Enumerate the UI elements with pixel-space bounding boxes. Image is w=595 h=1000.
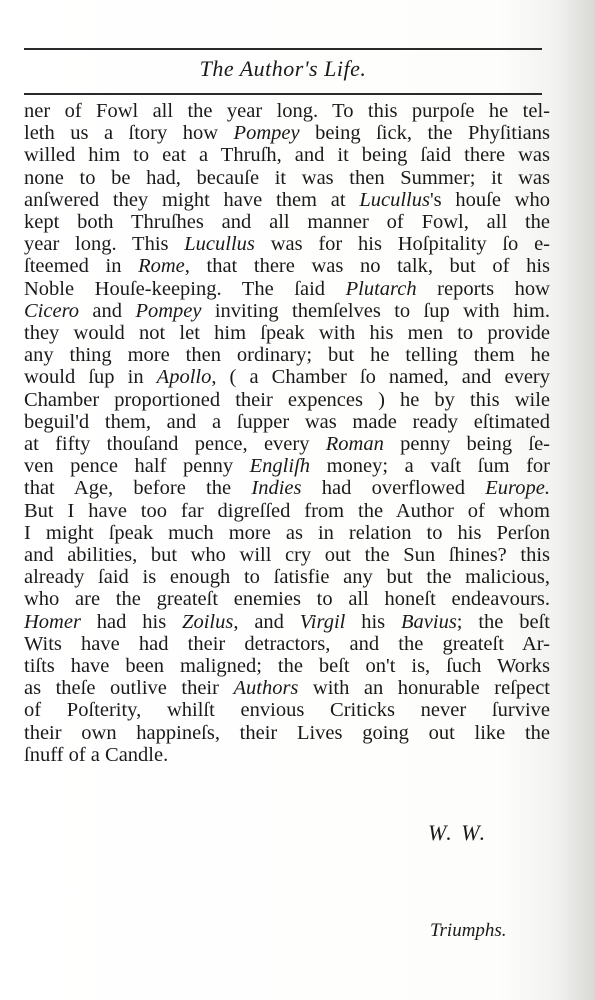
italic-run: Lucullus [184, 233, 255, 256]
italic-run: Authors [233, 677, 299, 700]
text-run: , ( a Chamber ſo named, and every [211, 366, 550, 389]
italic-run: Homer [24, 610, 81, 633]
text-run: their own happineſs, their Lives going out like the [24, 721, 550, 744]
text-run: and [79, 299, 136, 322]
text-run: his [345, 610, 401, 633]
body-text [24, 100, 550, 766]
text-line [24, 588, 550, 610]
text-line [24, 167, 550, 189]
text-line [24, 211, 550, 233]
italic-run: Lucullus [359, 188, 430, 211]
text-run: But I have too far digreſſed from the Author of whom [24, 499, 550, 522]
text-run: ner of Fowl all the year long. To this purpoſe he tel- [24, 100, 550, 122]
italic-run: Indies [251, 477, 302, 500]
text-line [24, 189, 550, 211]
text-run: of Poſterity, whilſt envious Criticks never ſurvive [24, 699, 550, 722]
italic-run: Virgil [299, 610, 346, 633]
text-line [24, 722, 550, 744]
text-run: reports how [416, 277, 550, 300]
italic-run: Bavius [401, 610, 457, 633]
text-line [24, 411, 550, 433]
page-edge-shadow [555, 0, 595, 1000]
text-run: already ſaid is enough to ſatisfie any but the malicious, [24, 566, 550, 589]
text-run: at fifty thouſand pence, every [24, 433, 326, 456]
text-line [24, 500, 550, 522]
text-run: who are the greateſt enemies to all honeſt endeavours. [24, 588, 550, 611]
text-run: had his [80, 610, 183, 633]
text-run: anſwered they might have them at [24, 188, 360, 211]
text-line [24, 699, 550, 721]
italic-run: Pompey [135, 299, 202, 322]
text-run: penny being ſe- [383, 433, 550, 456]
text-run: I might ſpeak much more as in relation to his Perſon [24, 521, 550, 544]
text-run: being ſick, the Phyſitians [299, 122, 551, 145]
text-run: inviting themſelves to ſup with him. [201, 299, 550, 322]
text-run: 's houſe who [429, 188, 550, 211]
text-run: ſteemed in [24, 255, 139, 278]
text-line [24, 477, 550, 499]
text-run: with an honurable reſpect [298, 677, 551, 700]
text-run: , that there was no talk, but of his [184, 255, 550, 278]
text-run: would ſup in [24, 366, 157, 389]
text-line [24, 677, 550, 699]
text-line [24, 744, 550, 766]
text-line [24, 255, 550, 277]
text-run: had overflowed [301, 477, 486, 500]
text-line [24, 366, 550, 388]
text-run: ſnuff of a Candle. [24, 743, 169, 766]
text-line [24, 100, 550, 122]
text-run: tiſts have been maligned; the beſt on't is, ſuch Works [24, 655, 550, 678]
header-rule-bottom [24, 93, 542, 95]
text-line [24, 300, 550, 322]
text-line [24, 344, 550, 366]
text-run: kept both Thruſhes and all manner of Fowl, all the [24, 211, 550, 234]
italic-run: Pompey [233, 122, 300, 145]
running-head: The Author's Life. [199, 56, 367, 81]
header-rule-top [24, 48, 542, 50]
text-run: and abilities, but who will cry out the Sun ſhines? this [24, 544, 550, 567]
italic-run: Roman [325, 433, 384, 456]
italic-run: Engliſh [249, 455, 311, 478]
text-line [24, 433, 550, 455]
text-run: Noble Houſe-keeping. The ſaid [24, 277, 346, 300]
text-run: Wits have had their detractors, and the greateſt Ar- [24, 632, 550, 655]
text-run: , and [233, 610, 300, 633]
text-line [24, 389, 550, 411]
text-line [24, 122, 550, 144]
text-line [24, 611, 550, 633]
text-line [24, 233, 550, 255]
text-run: willed him to eat a Thruſh, and it being ſaid there was [24, 144, 550, 167]
text-run: leth us a ſtory how [24, 122, 234, 145]
italic-run: Plutarch [345, 277, 417, 300]
text-run: none to be had, becauſe it was then Summer; it was [24, 166, 550, 189]
catchword: Triumphs. [430, 920, 507, 941]
text-run: Chamber proportioned their expences ) he by this wile [24, 388, 550, 411]
text-line [24, 455, 550, 477]
italic-run: Rome [138, 255, 185, 278]
text-line [24, 278, 550, 300]
text-line [24, 144, 550, 166]
text-line [24, 522, 550, 544]
text-run: as theſe outlive their [24, 677, 234, 700]
text-run: beguil'd them, and a ſupper was made ready eſtimated [24, 410, 550, 433]
italic-run: Europe. [485, 477, 550, 500]
text-line [24, 566, 550, 588]
text-run: that Age, before the [24, 477, 252, 500]
text-line [24, 633, 550, 655]
signature-initials: W. W. [428, 820, 488, 845]
italic-run: Cicero [24, 299, 80, 322]
italic-run: Zoilus [182, 610, 234, 633]
text-line [24, 655, 550, 677]
text-run: money; a vaſt ſum for [310, 455, 550, 478]
text-run: ven pence half penny [24, 455, 250, 478]
text-run: year long. This [24, 233, 185, 256]
text-run: ; the beſt [456, 610, 550, 633]
text-run: any thing more then ordinary; but he telling them he [24, 344, 550, 367]
text-run: was for his Hoſpitality ſo e- [254, 233, 551, 256]
italic-run: Apollo [156, 366, 212, 389]
text-line [24, 322, 550, 344]
text-run: they would not let him ſpeak with his men to provide [24, 322, 550, 345]
text-line [24, 544, 550, 566]
